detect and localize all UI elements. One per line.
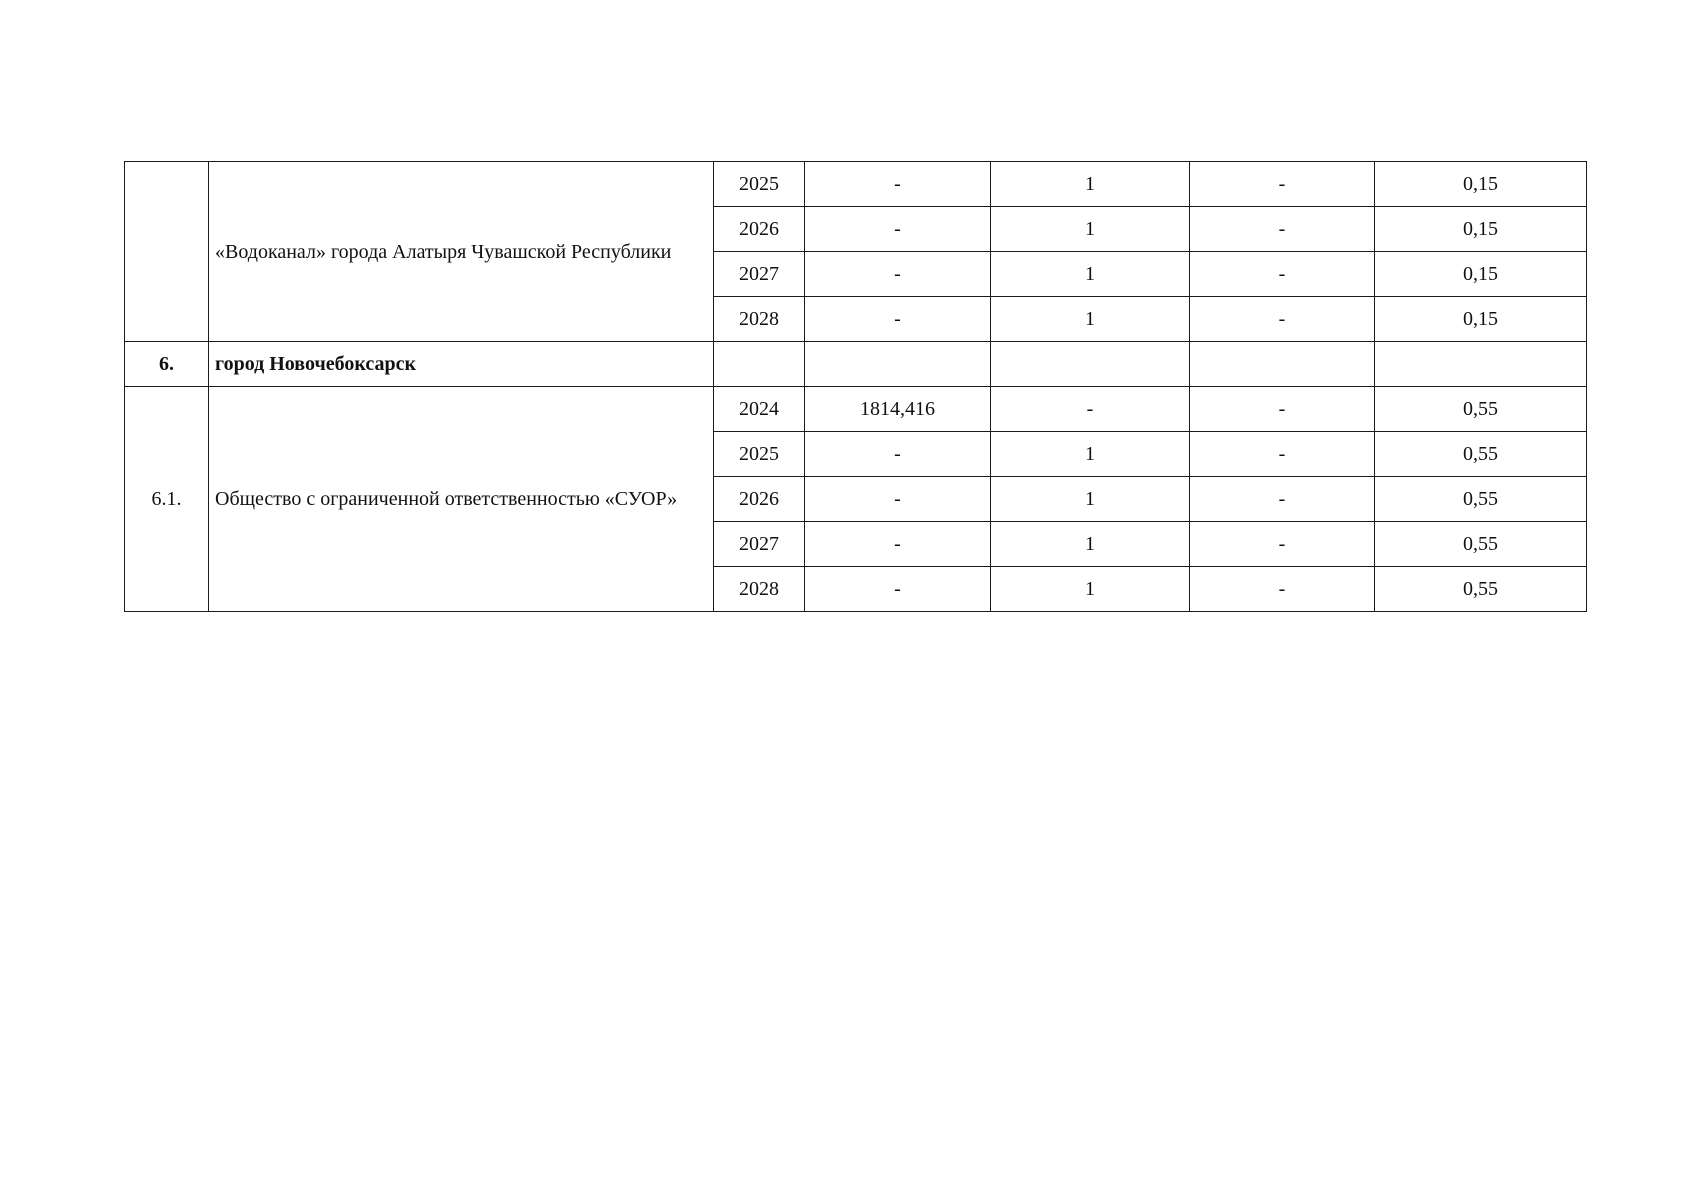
value-cell: - (1190, 387, 1375, 432)
value-cell: - (1190, 432, 1375, 477)
value-cell: - (805, 252, 991, 297)
year-cell: 2026 (714, 207, 805, 252)
table-row (125, 387, 1587, 432)
value-cell: 0,55 (1375, 432, 1587, 477)
value-cell: 0,55 (1375, 567, 1587, 612)
year-cell: 2025 (714, 432, 805, 477)
value-cell: 1 (991, 432, 1190, 477)
organization-name: «Водоканал» города Алатыря Чувашской Республики (215, 240, 672, 263)
value-cell: 1 (991, 522, 1190, 567)
section-number: 6. (125, 342, 209, 387)
value-cell: - (805, 567, 991, 612)
empty-cell (1190, 342, 1375, 387)
empty-cell (991, 342, 1190, 387)
value-cell: - (991, 387, 1190, 432)
empty-cell (714, 342, 805, 387)
value-cell: 1 (991, 162, 1190, 207)
value-cell: 0,55 (1375, 477, 1587, 522)
value-cell: - (1190, 567, 1375, 612)
value-cell: - (805, 162, 991, 207)
value-cell: 1 (991, 477, 1190, 522)
value-cell: 0,15 (1375, 162, 1587, 207)
row-number-cell: 6.1. (125, 387, 209, 612)
value-cell: - (805, 522, 991, 567)
value-cell: 0,15 (1375, 297, 1587, 342)
value-cell: - (805, 297, 991, 342)
table-row (125, 162, 1587, 207)
year-cell: 2027 (714, 522, 805, 567)
value-cell: 1 (991, 207, 1190, 252)
organization-name: Общество с ограниченной ответственностью «СУОР» (215, 488, 678, 510)
value-cell: 1 (991, 297, 1190, 342)
year-cell: 2025 (714, 162, 805, 207)
section-header-row (125, 342, 1587, 387)
section-title: город Новочебоксарск (209, 342, 714, 387)
empty-cell (1375, 342, 1587, 387)
value-cell: - (805, 207, 991, 252)
value-cell: - (805, 432, 991, 477)
tariff-table (124, 161, 1587, 612)
value-cell: 1814,416 (805, 387, 991, 432)
value-cell: - (1190, 252, 1375, 297)
year-cell: 2027 (714, 252, 805, 297)
value-cell: - (1190, 207, 1375, 252)
year-cell: 2028 (714, 567, 805, 612)
value-cell: - (1190, 297, 1375, 342)
value-cell: - (1190, 477, 1375, 522)
value-cell: - (805, 477, 991, 522)
row-number-cell (125, 162, 209, 342)
year-cell: 2026 (714, 477, 805, 522)
value-cell: 0,15 (1375, 252, 1587, 297)
empty-cell (805, 342, 991, 387)
organization-name-cell (209, 162, 714, 342)
year-cell: 2024 (714, 387, 805, 432)
year-cell: 2028 (714, 297, 805, 342)
value-cell: - (1190, 522, 1375, 567)
value-cell: 1 (991, 252, 1190, 297)
value-cell: 0,15 (1375, 207, 1587, 252)
value-cell: 0,55 (1375, 387, 1587, 432)
value-cell: 1 (991, 567, 1190, 612)
value-cell: 0,55 (1375, 522, 1587, 567)
organization-name-cell (209, 387, 714, 612)
value-cell: - (1190, 162, 1375, 207)
